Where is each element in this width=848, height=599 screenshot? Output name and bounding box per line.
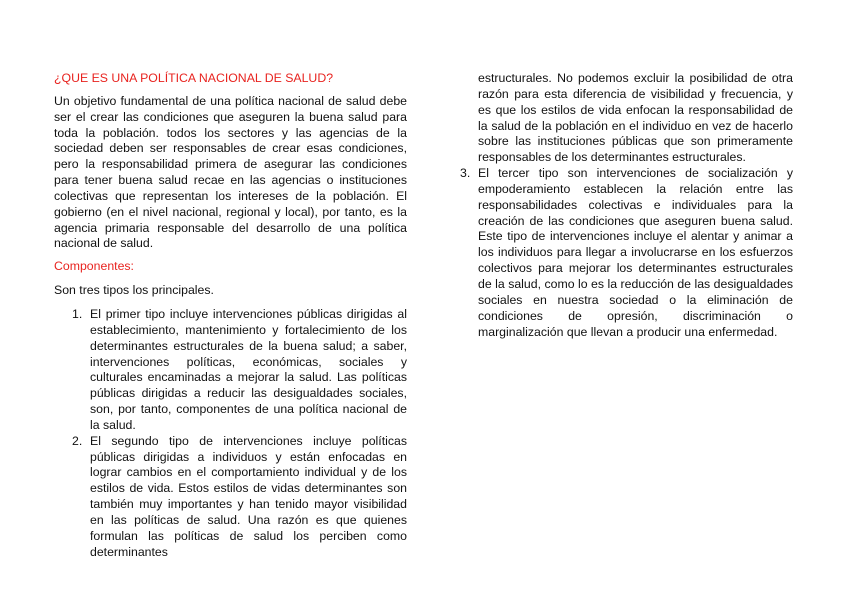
list-item: [460, 166, 793, 340]
list-item-number: 3.: [460, 166, 471, 181]
components-heading: Componentes:: [54, 259, 134, 274]
list-item-text: El segundo tipo de intervenciones incluye políticas públicas dirigidas a individuos y están enfocadas en lograr cambios en el comportamiento individual y de los estilos de vida. Estos estilos de vidas determinantes son también muy importantes y han tenido mayor visibilidad en las políticas de salud. Una razón es que quienes formulan las políticas de salud los perciben como determinantes: [90, 433, 407, 559]
right-column: [460, 71, 793, 340]
list-item-continuation: [478, 71, 793, 166]
left-column: [54, 71, 407, 560]
list-item-number: 2.: [72, 433, 83, 448]
list-item-number: 1.: [72, 306, 83, 321]
components-lead: Son tres tipos los principales.: [54, 283, 214, 298]
list-item-text: El tercer tipo son intervenciones de socialización y empoderamiento establecen la relación entre las responsabilidades colectivas e individuales para la creación de las condiciones que aseguren buena salud. Este tipo de intervenciones incluye el alentar y animar a los individuos para llegar a involucrarse en los esfuerzos colectivos para mejorar los determinantes estructurales de la salud, como lo es la reducción de las desigualdades sociales en nuestra sociedad o la eliminación de condiciones de opresión, discriminación o marginalización que llevan a producir una enfermedad.: [478, 166, 793, 339]
components-list-continued: [460, 71, 793, 340]
list-item-text: estructurales. No podemos excluir la posibilidad de otra razón para esta diferencia de visibilidad y frecuencia, y es que los estilos de vida enfocan la responsabilidad de la salud de la población en el individuo en vez de hacerlo sobre las instituciones públicas que son primeramente responsables de los determinantes estructurales.: [478, 71, 793, 165]
list-item-text: El primer tipo incluye intervenciones públicas dirigidas al establecimiento, mantenimiento y fortalecimiento de los determinantes estructurales de la buena salud; a saber, intervenciones políticas, económicas, sociales y culturales encaminadas a mejorar la salud. Las políticas públicas dirigidas a reducir las desigualdades sociales, son, por tanto, componentes de una política nacional de la salud.: [90, 306, 407, 432]
components-list: [54, 307, 407, 561]
document-title: ¿QUE ES UNA POLÍTICA NACIONAL DE SALUD?: [54, 71, 334, 85]
intro-paragraph: Un objetivo fundamental de una política nacional de salud debe ser el crear las condiciones que aseguren la buena salud para toda la población. todos los sectores y las agencias de la sociedad deben ser responsables de crear esas condiciones, pero la responsabilidad primera de asegurar las condiciones para tener buena salud recae en las agencias o instituciones colectivas que representan los intereses de la población. El gobierno (en el nivel nacional, regional y local), por tanto, es la agencia primaria responsable del desarrollo de una política nacional de salud.: [54, 93, 407, 251]
list-item: [54, 434, 407, 561]
list-item: [54, 307, 407, 434]
